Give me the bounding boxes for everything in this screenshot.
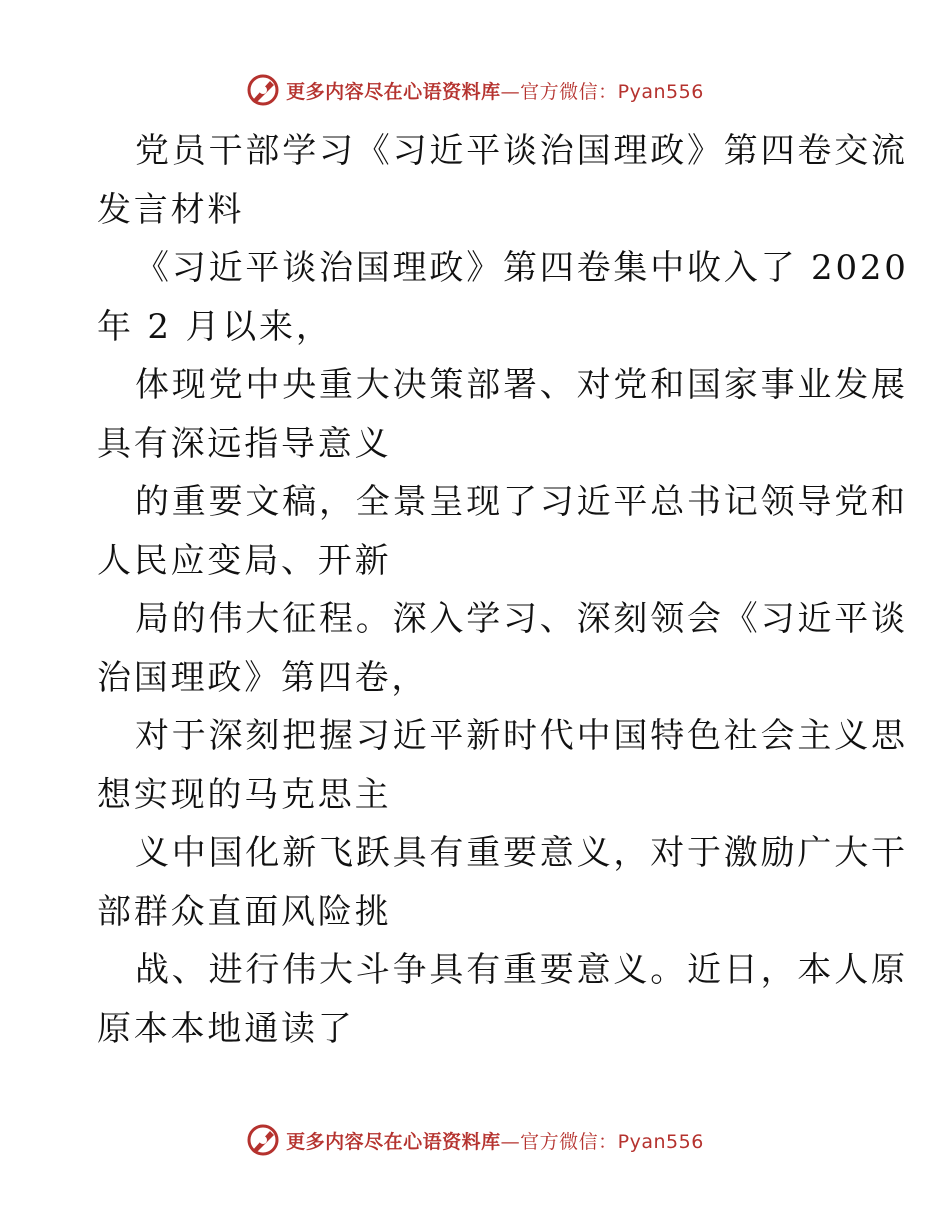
text-line: 战、进行伟大斗争具有重要意义。近日，本人原 [135, 950, 908, 990]
text-line: 《习近平谈治国理政》第四卷集中收入了 2020 [135, 248, 909, 288]
document-body [97, 122, 909, 1058]
text-line: 对于深刻把握习近平新时代中国特色社会主义思 [135, 716, 908, 756]
text-line: 局的伟大征程。深入学习、深刻领会《习近平谈 [135, 599, 908, 639]
text-line: 年 2 月以来， [97, 306, 333, 347]
text-line: 人民应变局、开新 [97, 540, 392, 581]
watermark-text: 更多内容尽在心语资料库—官方微信：Pyan556 [286, 1130, 704, 1153]
text-line: 治国理政》第四卷， [97, 657, 429, 698]
text-line: 具有深远指导意义 [97, 423, 392, 464]
pen-logo-icon [246, 73, 280, 107]
pen-logo-icon [246, 1123, 280, 1157]
text-line: 的重要文稿，全景呈现了习近平总书记领导党和 [135, 482, 908, 522]
text-line: 原本本地通读了 [97, 1008, 355, 1049]
text-line: 党员干部学习《习近平谈治国理政》第四卷交流 [135, 131, 908, 171]
watermark-text: 更多内容尽在心语资料库—官方微信：Pyan556 [286, 80, 704, 103]
text-line: 义中国化新飞跃具有重要意义，对于激励广大干 [135, 833, 908, 873]
text-line: 发言材料 [97, 189, 245, 230]
footer-watermark [0, 1120, 950, 1160]
header-watermark [0, 70, 950, 110]
text-line: 体现党中央重大决策部署、对党和国家事业发展 [135, 365, 908, 405]
text-line: 想实现的马克思主 [97, 774, 392, 815]
text-line: 部群众直面风险挑 [97, 891, 392, 932]
